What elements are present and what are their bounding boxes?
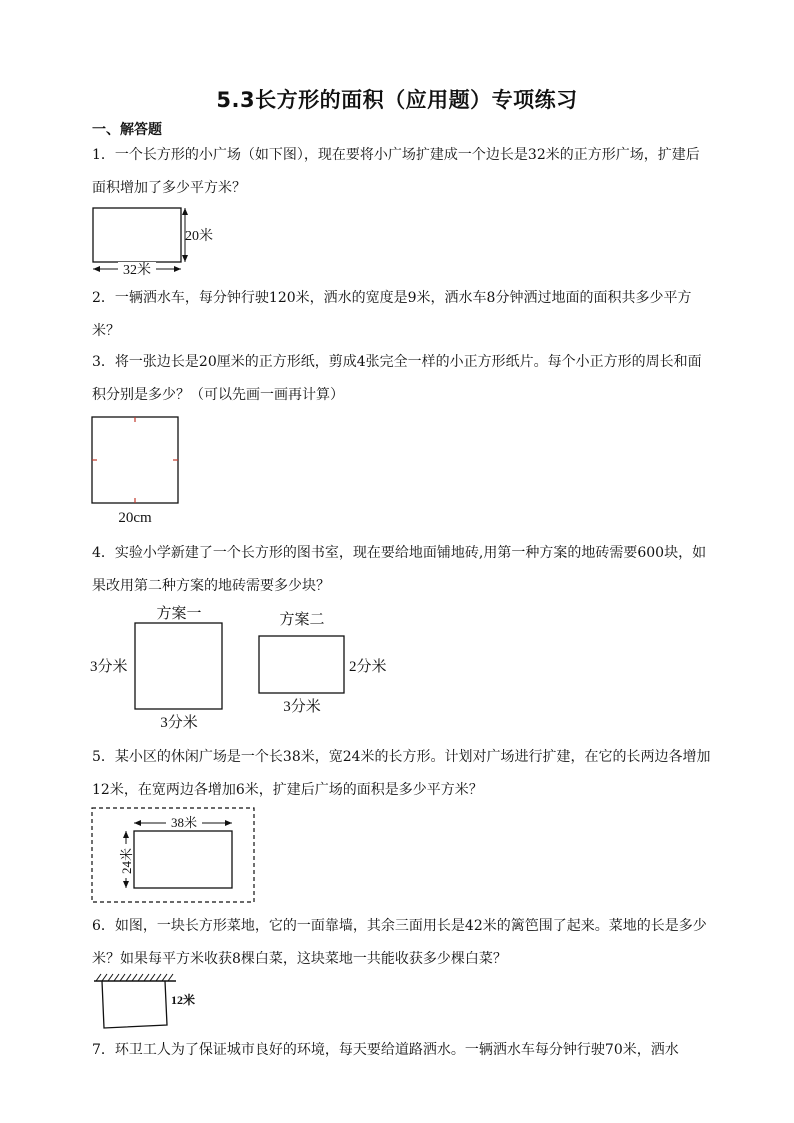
figure-5-plaza (88, 805, 258, 905)
section-heading: 一、解答题 (92, 122, 162, 138)
width-label: 32米 (123, 263, 151, 278)
plan1-tile (135, 623, 222, 709)
rectangle (93, 208, 181, 262)
side-label: 12米 (171, 993, 196, 1007)
question-5 (92, 741, 712, 807)
question-number: 5． (92, 749, 115, 765)
side-label: 20cm (118, 510, 152, 526)
plan2-title: 方案二 (279, 612, 325, 628)
question-text: 环卫工人为了保证城市良好的环境，每天要给道路洒水。一辆洒水车每分钟行驶70米，洒水 (114, 1042, 679, 1058)
plan2-bottom-label: 3分米 (283, 699, 321, 715)
question-text: 实验小学新建了一个长方形的图书室，现在要给地面铺地砖,用第一种方案的地砖需要600块，如果改用第二种方案的地砖需要多少块？ (92, 545, 707, 594)
square-paper (92, 417, 178, 503)
question-number: 4． (92, 545, 115, 561)
plan2-tile (259, 636, 344, 693)
question-3 (92, 346, 712, 412)
question-text: 将一张边长是20厘米的正方形纸，剪成4张完全一样的小正方形纸片。每个小正方形的周长和面积分别是多少？（可以先画一画再计算） (92, 354, 702, 403)
figure-6-garden (92, 972, 212, 1034)
question-text: 一个长方形的小广场（如下图），现在要将小广场扩建成一个边长是32米的正方形广场，扩建后面积增加了多少平方米？ (92, 147, 700, 196)
question-4 (92, 537, 712, 603)
question-number: 6． (92, 918, 115, 934)
plan1-bottom-label: 3分米 (160, 715, 198, 731)
figure-4-plans (88, 600, 408, 735)
question-text: 某小区的休闲广场是一个长38米，宽24米的长方形。计划对广场进行扩建，在它的长两边各增加12米，在宽两边各增加6米，扩建后广场的面积是多少平方米？ (92, 749, 711, 798)
length-label: 38米 (170, 815, 198, 830)
figure-1-rectangle (88, 200, 228, 280)
question-number: 2． (92, 290, 115, 306)
plan1-title: 方案一 (156, 606, 202, 622)
question-2 (92, 282, 712, 348)
question-text: 一辆洒水车，每分钟行驶120米，洒水的宽度是9米，洒水车8分钟洒过地面的面积共多少平方米？ (92, 290, 692, 339)
height-label: 20米 (185, 229, 213, 244)
question-number: 7． (92, 1042, 115, 1058)
question-number: 1． (92, 147, 115, 163)
question-1 (92, 139, 712, 205)
plan1-side-label: 3分米 (90, 659, 128, 675)
question-6 (92, 910, 712, 976)
original-plaza (134, 831, 232, 888)
fence (102, 981, 167, 1028)
wall-hatching (96, 974, 173, 981)
question-number: 3． (92, 354, 115, 370)
page-title: 5.3长方形的面积（应用题）专项练习 (216, 88, 578, 112)
plan2-side-label: 2分米 (349, 659, 387, 675)
width-label: 24米 (119, 847, 134, 875)
question-text: 如图，一块长方形菜地，它的一面靠墙，其余三面用长是42米的篱笆围了起来。菜地的长是多少米？如果每平方米收获8棵白菜，这块菜地一共能收获多少棵白菜？ (92, 918, 707, 967)
question-7 (92, 1034, 712, 1067)
figure-3-square (88, 413, 188, 528)
